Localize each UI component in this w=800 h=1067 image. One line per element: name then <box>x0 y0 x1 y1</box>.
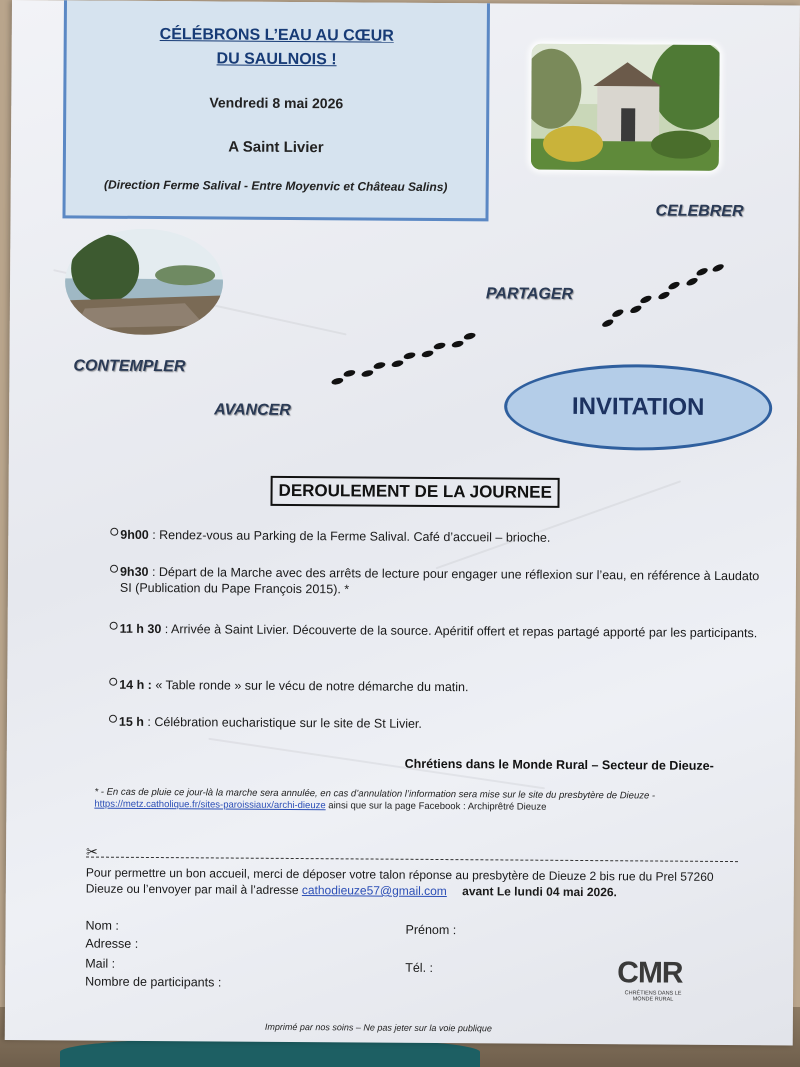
bullet-icon <box>109 678 117 686</box>
program-text: : Départ de la Marche avec des arrêts de lecture pour engager une réflexion sur l’eau, en référence à Laudato SI (Publication du Pape François 2015). * <box>119 564 760 597</box>
program-text: : Rendez-vous au Parking de la Ferme Salival. Café d’accueil – brioche. <box>148 527 551 545</box>
bullet-icon <box>110 528 118 536</box>
note-text: * - En cas de pluie ce jour-là la marche sera annulée, en cas d’annulation l’information sera mise sur le site du presbytère de Dieuze - <box>94 786 656 802</box>
lake-photo <box>65 228 224 335</box>
footprints-icon <box>327 327 477 388</box>
program-time: 9h00 <box>120 527 149 542</box>
scissors-icon: ✂ <box>86 843 98 860</box>
event-place: A Saint Livier <box>228 138 324 157</box>
program-time: 15 h <box>118 714 145 729</box>
logo-subtitle: CHRÉTIENS DANS LE MONDE RURAL <box>624 990 682 1003</box>
word-partager: PARTAGER <box>485 285 574 303</box>
rain-note <box>94 787 754 816</box>
field-participants: Nombre de participants : <box>85 974 222 990</box>
note-facebook: ainsi que sur la page Facebook : Archiprêtré Dieuze <box>325 800 547 813</box>
event-date: Vendredi 8 mai 2026 <box>209 94 344 112</box>
program-time: 11 h 30 <box>119 621 162 637</box>
flyer-paper <box>5 0 800 1045</box>
program-item <box>120 564 760 600</box>
section-title: DEROULEMENT DE LA JOURNEE <box>270 476 559 508</box>
program-item <box>120 621 760 641</box>
field-tel: Tél. : <box>405 960 434 975</box>
cut-line <box>86 857 738 863</box>
bullet-icon <box>110 622 118 630</box>
logo-letters: CMR <box>617 956 683 990</box>
event-direction: (Direction Ferme Salival - Entre Moyenvic et Château Salins) <box>103 177 448 195</box>
parish-link[interactable]: https://metz.catholique.fr/sites-paroissiaux/archi-dieuze <box>94 798 326 812</box>
program-item <box>120 527 760 547</box>
title-line-1: CÉLÉBRONS L’EAU AU CŒUR <box>159 26 394 45</box>
footprints-icon <box>600 259 730 330</box>
title-line-2: DU SAULNOIS ! <box>216 50 337 69</box>
field-mail: Mail : <box>85 956 116 971</box>
email-link[interactable]: cathodieuze57@gmail.com <box>301 883 447 899</box>
program-time: 9h30 <box>119 564 149 579</box>
reply-deadline: avant Le lundi 04 mai 2026. <box>462 884 617 900</box>
footer-note: Imprimé par nos soins – Ne pas jeter sur la voie publique <box>264 1021 492 1034</box>
program-item <box>119 677 759 697</box>
field-prenom: Prénom : <box>405 922 457 938</box>
field-adresse: Adresse : <box>85 936 139 951</box>
invitation-badge: INVITATION <box>504 363 773 451</box>
field-nom: Nom : <box>85 918 119 933</box>
cmr-logo <box>617 956 707 1017</box>
bullet-icon <box>110 565 118 573</box>
word-celebrer: CELEBRER <box>655 202 744 221</box>
chapel-photo <box>531 44 720 171</box>
word-avancer: AVANCER <box>214 401 291 419</box>
bullet-icon <box>109 715 117 723</box>
reply-text <box>86 865 746 902</box>
word-contempler: CONTEMPLER <box>73 357 186 376</box>
program-text: « Table ronde » sur le vécu de notre démarche du matin. <box>155 678 469 695</box>
signature: Chrétiens dans le Monde Rural – Secteur de Dieuze- <box>404 756 714 773</box>
program-item <box>119 714 759 734</box>
reply-body: Pour permettre un bon accueil, merci de déposer votre talon réponse au presbytère de Dieuze 2 bis rue du Prel 57260 Dieuze ou l’envoyer par mail à l’adresse <box>85 865 714 898</box>
program-text: : Célébration eucharistique sur le site de St Livier. <box>143 714 422 731</box>
program-text: : Arrivée à Saint Livier. Découverte de la source. Apéritif offert et repas partagé apporté par les participants. <box>161 622 758 641</box>
program-time: 14 h : <box>119 677 156 693</box>
header-box <box>62 0 490 221</box>
